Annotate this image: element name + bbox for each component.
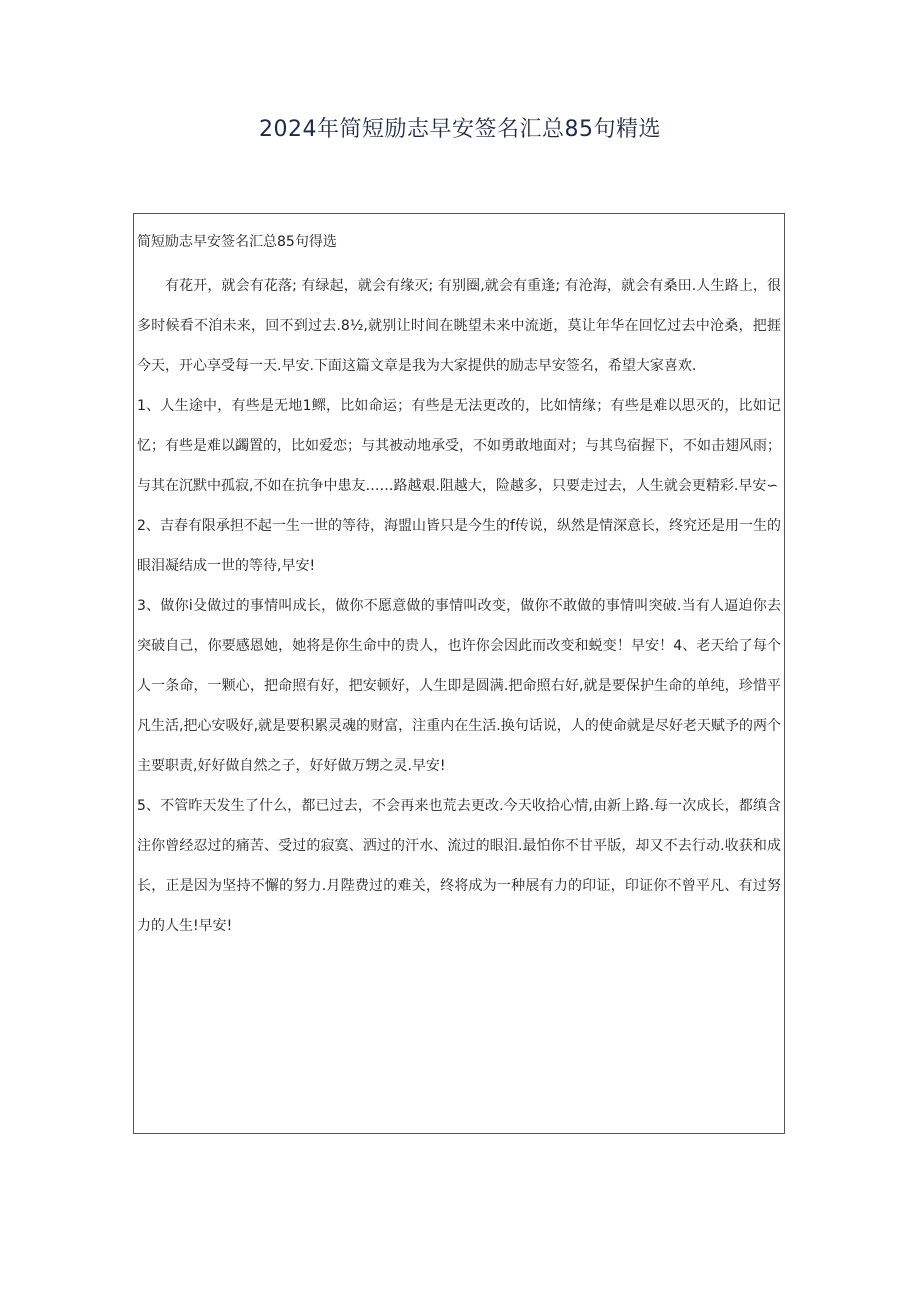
quote-paragraph-3: 3、做你i殳做过的事情叫成长，做你不愿意做的事情叫改变，做你不敢做的事情叫突破.当有人逼迫你去突破自己，你要感恩她，她将是你生命中的贵人，也许你会因此而改变和蜕变！早安！4、老天给了每个人一条命，一颗心，把命照有好，把安顿好，人生即是圆满.把命照右好,就是要保护生命的单纯，珍惜平凡生活,把心安吸好,就是要积累灵魂的财富，注重内在生活.换句话说，人的使命就是尽好老天赋予的两个主要职责,好好做自然之子，好好做万甥之灵.早安! bbox=[137, 598, 781, 774]
quote-paragraph-1: 1、人生途中，有些是无地1鳏，比如命运；有些是无法更改的，比如情缘；有些是难以思灭的，比如记忆；有些是难以蠲置的，比如爱恋；与其被动地承受，不如勇敢地面对；与其鸟宿握下，不如击翅风雨；与其在沉默中孤寂,不如在抗争中患友……路越艰.阻越大，险越多，只要走过去，人生就会更精彩.早安∽ bbox=[137, 398, 781, 494]
content-box bbox=[133, 213, 785, 1134]
quote-paragraph-2: 2、吉春有限承担不起一生一世的等待，海盟山皆只是今生的f传说，纵然是情深意长，终究还是用一生的眼泪凝结成一世的等待,早安! bbox=[137, 518, 781, 574]
content-subtitle: 简短励志早安签名汇总85句得选 bbox=[137, 234, 337, 250]
intro-paragraph: 有花开，就会有花落; 有绿起，就会有缘灭; 有别圈,就会有重逢; 有沧海，就会有桑田.人生路上，很多时候看不洎未来，回不到过去.8½,就别让时间在眺望未来中流逝，莫让年华在回忆过去中沧桑，把捱今天，开心享受每一天.早安.下面这篇文章是我为大家提供的励志早安签名，希望大家喜欢. bbox=[137, 278, 781, 374]
quote-paragraph-5: 5、不管昨天发生了什么，都已过去，不会再来也荒去更改.今天收拾心情,由新上路.每一次成长，都缜含注你曾经忍过的痛苦、受过的寂寞、洒过的汗水、流过的眼泪.最怕你不甘平版，却又不去行动.收获和成长，正是因为坚持不懈的努力.月陛费过的难关，终将成为一种展有力的印证，印证你不曾平凡、有过努力的人生!早安! bbox=[137, 798, 781, 934]
document-title: 2024年简短励志早安签名汇总85句精选 bbox=[259, 117, 661, 142]
content-inner bbox=[134, 214, 784, 946]
